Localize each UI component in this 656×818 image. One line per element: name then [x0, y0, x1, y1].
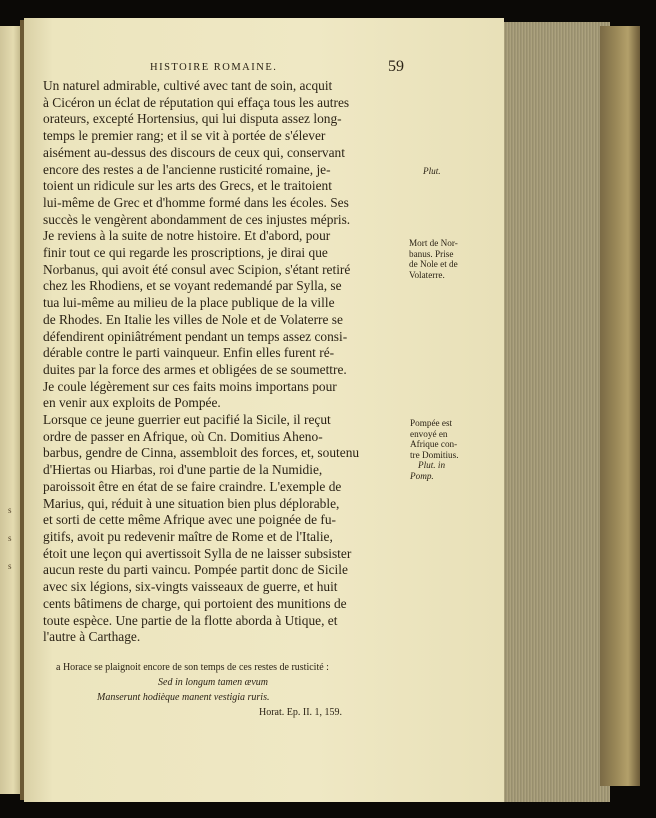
text-line: Marius, qui, réduit à une situation bien plus déplorable, [43, 495, 340, 511]
text-line: succès le vengèrent abondamment de ces injustes mépris. [43, 211, 351, 227]
text-line: paroissoit être en état de se faire craindre. L'exemple de [43, 478, 342, 494]
text-line: Lorsque ce jeune guerrier eut pacifié la Sicile, il reçut [43, 412, 331, 428]
margin-line: Mort de Nor- [409, 238, 458, 248]
page-number: 59 [388, 58, 404, 75]
text-line: aisément au-dessus des discours de ceux qui, conservant [43, 144, 345, 160]
body-text [43, 78, 405, 646]
text-line: de Rhodes. En Italie les villes de Nole et de Volaterre se [43, 311, 343, 327]
running-head: HISTOIRE ROMAINE. [150, 62, 278, 73]
margin-note-mort [409, 238, 458, 280]
text-line: l'autre à Carthage. [43, 629, 141, 645]
text-line: Je reviens à la suite de notre histoire. Et d'abord, pour [43, 228, 331, 244]
margin-line: Volaterre. [409, 269, 445, 280]
margin-note-pompee [410, 418, 459, 481]
text-line: dérable contre le parti vainqueur. Enfin elles furent ré- [43, 345, 335, 361]
text-line: temps le premier rang; et il se vit à portée de s'élever [43, 128, 326, 144]
text-line: défendirent opiniâtrément pendant un temps assez consi- [43, 328, 348, 344]
footnote-quote: Manserunt hodièque manent vestigia ruris. [97, 692, 270, 703]
footnote-text: a Horace se plaignoit encore de son temps de ces restes de rusticité : [56, 662, 329, 673]
text-line: gitifs, avoit pu redevenir maître de Rome et de l'Italie, [43, 528, 333, 544]
margin-line: banus. Prise [409, 248, 454, 259]
page-block-edge [500, 22, 610, 802]
text-line: Norbanus, qui avoit été consul avec Scipion, s'étant retiré [43, 261, 351, 277]
margin-line: Pomp. [410, 470, 434, 481]
text-line: Un naturel admirable, cultivé avec tant de soin, acquit [43, 78, 333, 93]
text-line: barbus, gendre de Cinna, assembloit des forces, et, soutenu [43, 445, 360, 461]
text-line: toient un ridicule sur les arts des Grecs, et le traitoient [43, 178, 332, 194]
margin-line: tre Domitius. [410, 449, 459, 460]
margin-line: envoyé en [410, 428, 448, 439]
margin-line: Afrique con- [410, 439, 458, 449]
text-line: duites par la force des armes et obligées de se soumettre. [43, 361, 347, 377]
facing-page-edge [0, 26, 22, 794]
fragment: s [8, 561, 12, 571]
text-line: orateurs, excepté Hortensius, qui lui disputa assez long- [43, 111, 342, 127]
text-line: encore des restes a de l'ancienne rusticité romaine, je- [43, 161, 331, 177]
text-line: chez les Rhodiens, et se voyant redemandé par Sylla, se [43, 278, 342, 294]
text-line: ordre de passer en Afrique, où Cn. Domitius Aheno- [43, 428, 323, 444]
text-line: finir tout ce qui regarde les proscriptions, je dirai que [43, 245, 328, 261]
text-line: en venir aux exploits de Pompée. [43, 395, 221, 411]
book-cover-edge [600, 26, 640, 786]
margin-note-plut: Plut. [423, 166, 441, 176]
text-line: avec six légions, six-vingts vaisseaux de guerre, et huit [43, 579, 338, 595]
text-line: d'Hiertas ou Hiarbas, roi d'une partie de la Numidie, [43, 462, 323, 478]
text-line: et sorti de cette même Afrique avec une poignée de fu- [43, 512, 336, 528]
text-line: étoit une leçon qui avertissoit Sylla de ne laisser subsister [43, 545, 352, 561]
text-line: lui-même de Grec et d'homme formé dans les écoles. Ses [43, 194, 349, 210]
text-line: toute espèce. Une partie de la flotte aborda à Utique, et [43, 612, 338, 628]
text-line: tua lui-même au milieu de la place publique de la ville [43, 295, 335, 311]
text-line: à Cicéron un éclat de réputation qui effaça tous les autres [43, 94, 350, 110]
text-line: aucun reste du parti vaincu. Pompée partit donc de Sicile [43, 562, 348, 578]
footnote [56, 660, 401, 720]
margin-line: Pompée est [410, 418, 453, 428]
facing-page-fragments [8, 496, 16, 580]
margin-line: de Nole et de [409, 259, 458, 269]
text-line: Je coule légèrement sur ces faits moins importans pour [43, 378, 337, 394]
fragment: s [8, 533, 12, 543]
text-line: cents bâtimens de charge, qui portoient des munitions de [43, 595, 347, 611]
fragment: s [8, 505, 12, 515]
margin-line: Plut. in [418, 460, 446, 470]
footnote-quote: Sed in longum tamen ævum [158, 677, 268, 688]
footnote-reference: Horat. Ep. II. 1, 159. [259, 707, 343, 718]
